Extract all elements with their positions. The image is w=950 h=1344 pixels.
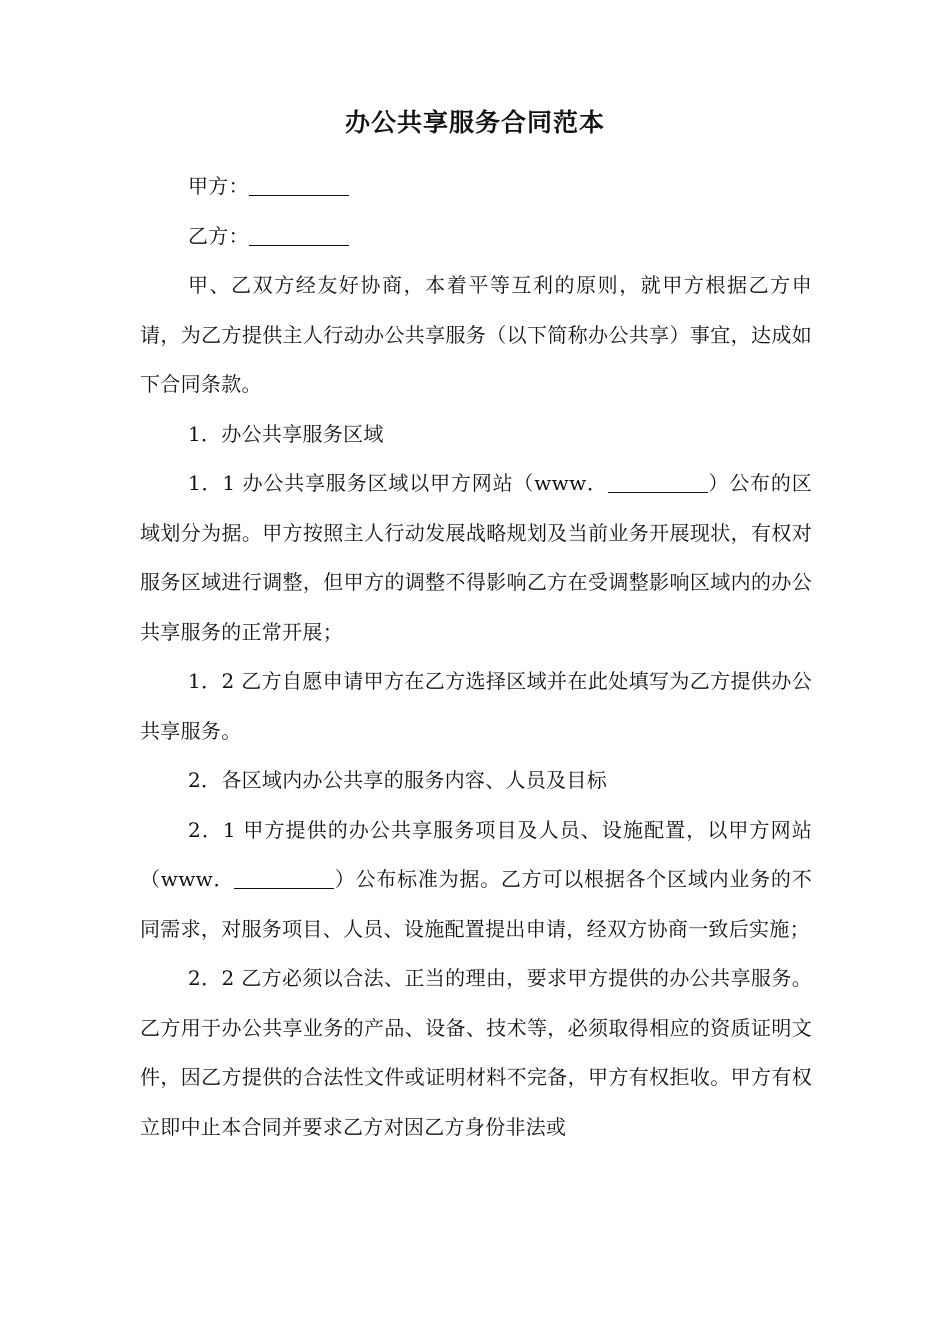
clause-1-2: 1．2 乙方自愿申请甲方在乙方选择区域并在此处填写为乙方提供办公共享服务。 bbox=[140, 669, 812, 743]
preamble-paragraph: 甲、乙双方经友好协商，本着平等互利的原则，就甲方根据乙方申请，为乙方提供主人行动办公共享服务（以下简称办公共享）事宜，达成如下合同条款。 bbox=[140, 273, 812, 396]
party-a-line bbox=[140, 162, 812, 212]
document-body bbox=[140, 162, 812, 1152]
clause-2-1-text: 2．1 甲方提供的办公共享服务项目及人员、设施配置，以甲方网站（www． bbox=[140, 817, 812, 891]
clause-1-1-text: 1．1 办公共享服务区域以甲方网站（www． bbox=[188, 471, 608, 495]
party-b-blank bbox=[249, 221, 349, 246]
website-blank bbox=[608, 468, 708, 493]
clause-2-2: 2．2 乙方必须以合法、正当的理由，要求甲方提供的办公共享服务。乙方用于办公共享业务的产品、设备、技术等，必须取得相应的资质证明文件，因乙方提供的合法性文件或证明材料不完备，甲方有权拒收。甲方有权立即中止本合同并要求乙方对因乙方身份非法或 bbox=[140, 966, 812, 1139]
party-b-line bbox=[140, 212, 812, 262]
party-b-label: 乙方： bbox=[188, 223, 249, 248]
party-a-label: 甲方： bbox=[188, 174, 249, 198]
section-heading-1: 1．办公共享服务区域 bbox=[188, 421, 384, 446]
document-title: 办公共享服务合同范本 bbox=[344, 108, 605, 137]
clause-2-1-rest: ）公布标准为据。乙方可以根据各个区域内业务的不同需求，对服务项目、人员、设施配置提出申请，经双方协商一致后实施； bbox=[140, 867, 813, 941]
clause-2-1 bbox=[140, 806, 812, 955]
section-heading-2: 2．各区域内办公共享的服务内容、人员及目标 bbox=[188, 768, 608, 792]
clause-1-1-rest: ）公布的区域划分为据。甲方按照主人行动发展战略规划及当前业务开展现状，有权对服务区域进行调整，但甲方的调整不得影响乙方在受调整影响区域内的办公共享服务的正常开展； bbox=[140, 471, 813, 644]
clause-1-1 bbox=[140, 459, 812, 657]
website-blank bbox=[234, 864, 334, 889]
party-a-blank bbox=[249, 171, 349, 196]
